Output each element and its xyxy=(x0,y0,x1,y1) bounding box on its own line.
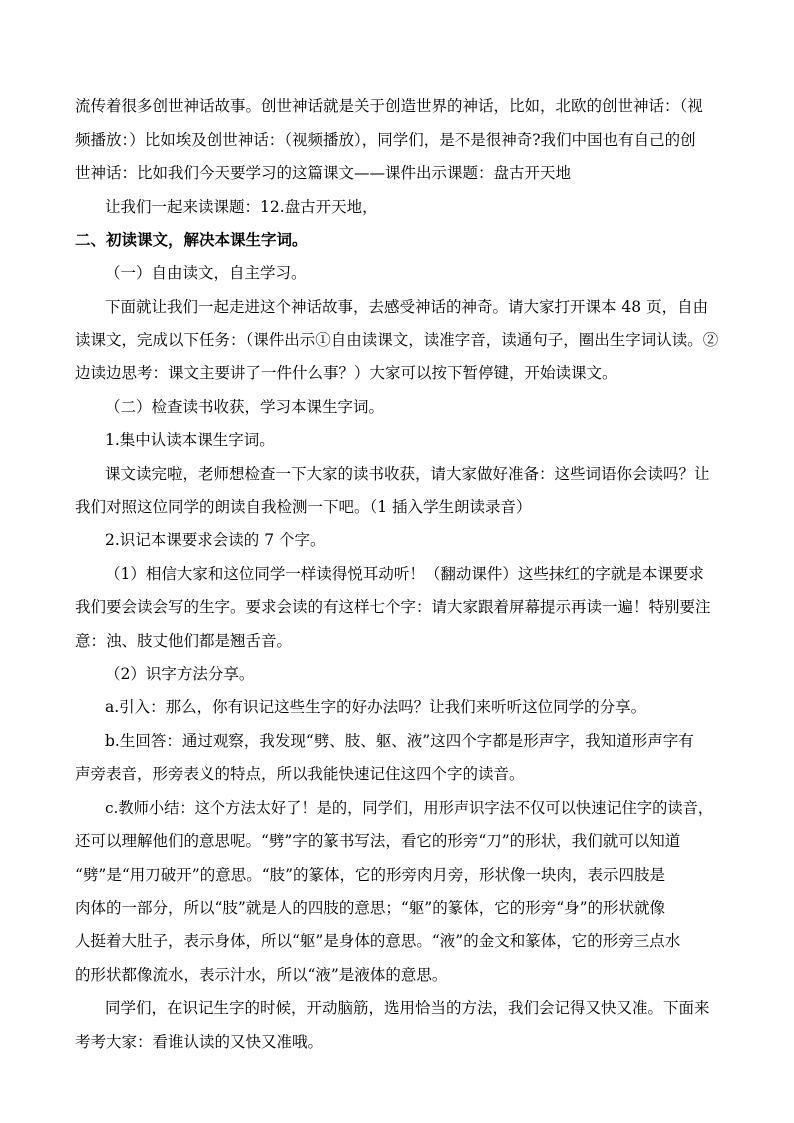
paragraph-line: 声旁表音，形旁表义的特点，所以我能快速记住这四个字的读音。 xyxy=(75,765,525,783)
paragraph-line: 世神话：比如我们今天要学习的这篇课文——课件出示课题：盘古开天地 xyxy=(75,164,572,182)
paragraph-line: 同学们，在识记生字的时候，开动脑筋，选用恰当的方法，我们会记得又快又准。下面来 xyxy=(105,999,710,1017)
paragraph-line: 肉体的一部分，所以“肢”就是人的四肢的意思；“躯”的篆体，它的形旁“身”的形状就像 xyxy=(75,899,666,917)
subsection-heading: （二）检查读书收获，学习本课生字词。 xyxy=(105,398,385,416)
paragraph-line: （1）相信大家和这位同学一样读得悦耳动听！（翻动课件）这些抹红的字就是本课要求 xyxy=(105,565,704,583)
paragraph-line: 频播放：）比如埃及创世神话：（视频播放），同学们，是不是很神奇?我们中国也有自己的创 xyxy=(75,131,696,149)
paragraph-line: 2.识记本课要求会读的 7 个字。 xyxy=(105,531,326,549)
paragraph-line: 课文读完啦，老师想检查一下大家的读书收获，请大家做好准备：这些词语你会读吗？让 xyxy=(105,465,710,483)
paragraph-line: 让我们一起来读课题：12.盘古开天地， xyxy=(105,198,378,216)
paragraph-line: 意：浊、肢丈他们都是翘舌音。 xyxy=(75,632,293,650)
paragraph-line: 我们要会读会写的生字。要求会读的有这样七个字：请大家跟着屏幕提示再读一遍！特别要注 xyxy=(75,598,711,616)
paragraph-line: 边读边思考：课文主要讲了一件什么事？）大家可以按下暂停键，开始读课文。 xyxy=(75,364,618,382)
paragraph-line: （2）识字方法分享。 xyxy=(105,665,255,683)
paragraph-line: c.教师小结：这个方法太好了！是的，同学们，用形声识字法不仅可以快速记住字的读音， xyxy=(105,799,714,817)
paragraph-line: 人挺着大肚子，表示身体，所以“躯”是身体的意思。“液”的金文和篆体，它的形旁三点水 xyxy=(75,932,681,950)
paragraph-line: 读课文，完成以下任务：（课件出示①自由读课文，读准字音，读通句子，圈出生字词认读。② xyxy=(75,331,719,349)
paragraph-line: a.引入：那么，你有识记这些生字的好办法吗？让我们来听听这位同学的分享。 xyxy=(105,698,647,716)
paragraph-line: 下面就让我们一起走进这个神话故事，去感受神话的神奇。请大家打开课本 48 页，自由 xyxy=(105,298,709,316)
paragraph-line: 1.集中认读本课生字词。 xyxy=(105,431,275,449)
section-heading: 二、初读课文，解决本课生字词。 xyxy=(75,230,308,249)
paragraph-line: “劈”是“用刀破开”的意思。“肢”的篆体，它的形旁肉月旁，形状像一块肉，表示四肢是 xyxy=(75,866,666,884)
paragraph-line: 的形状都像流水，表示汁水，所以“液”是液体的意思。 xyxy=(75,966,448,984)
paragraph-line: 考考大家：看谁认读的又快又准哦。 xyxy=(75,1033,324,1051)
paragraph-line: 还可以理解他们的意思呢。“劈”字的篆书写法，看它的形旁“刀”的形状，我们就可以知道 xyxy=(75,832,681,850)
subsection-heading: （一）自由读文，自主学习。 xyxy=(105,264,307,282)
paragraph-line: 我们对照这位同学的朗读自我检测一下吧。（1 插入学生朗读录音） xyxy=(75,498,532,516)
paragraph-line: 流传着很多创世神话故事。创世神话就是关于创造世界的神话，比如，北欧的创世神话：（视 xyxy=(75,97,703,115)
paragraph-line: b.生回答：通过观察，我发现“劈、肢、躯、液”这四个字都是形声字，我知道形声字有 xyxy=(105,732,694,750)
